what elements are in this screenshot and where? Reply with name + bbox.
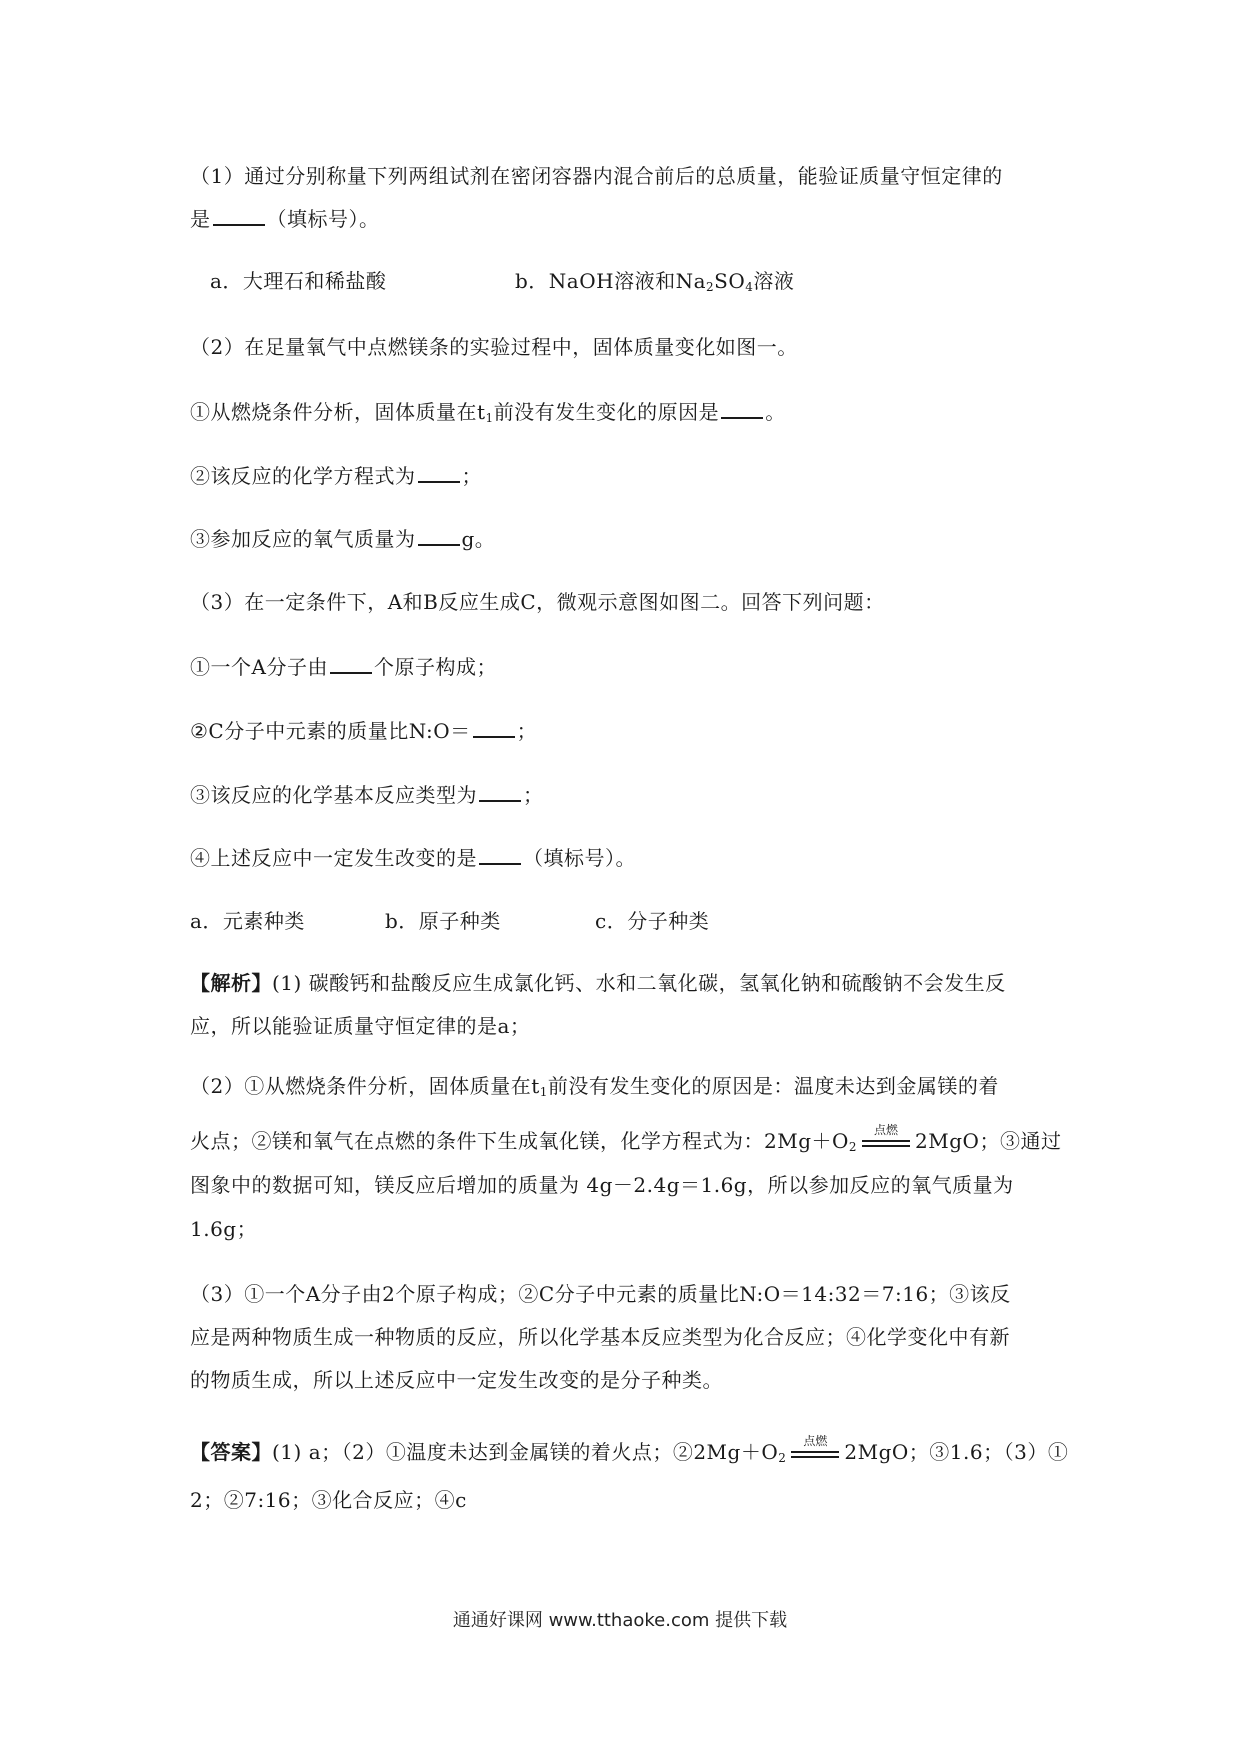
- q1-text-b: （填标号）。: [266, 207, 380, 231]
- subscript: 2: [706, 280, 715, 294]
- answer-blank: [721, 397, 763, 419]
- q2-intro: [190, 333, 1070, 361]
- q1-line-1: [190, 162, 1070, 190]
- q3-option-b: b．原子种类: [385, 909, 501, 933]
- analysis-text: （2）①从燃烧条件分析，固体质量在t: [190, 1074, 540, 1098]
- analysis-text: （3）①一个A分子由2个原子构成；②C分子中元素的质量比N:O＝14:32＝7:16；③该反: [190, 1282, 1011, 1306]
- q3-s1-text: ①一个A分子由: [190, 655, 328, 679]
- subscript: 2: [848, 1140, 858, 1154]
- answer-blank: [213, 204, 265, 226]
- q3-sub-4: [190, 843, 1070, 872]
- analysis-text: (1) 碳酸钙和盐酸反应生成氯化钙、水和二氧化碳，氢氧化钠和硫酸钠不会发生反: [272, 971, 1006, 995]
- analysis-p3-line-1: [190, 1280, 1070, 1308]
- reaction-arrow: [858, 1122, 914, 1157]
- q3-option-a: a．元素种类: [190, 909, 305, 933]
- q3-intro-text: （3）在一定条件下，A和B反应生成C，微观示意图如图二。回答下列问题：: [190, 590, 885, 614]
- q2-s2-end: ；: [461, 464, 482, 488]
- analysis-text: 前没有发生变化的原因是：温度未达到金属镁的着: [547, 1074, 999, 1098]
- q2-s2-text: ②该反应的化学方程式为: [190, 464, 416, 488]
- q3-s1-post: 个原子构成；: [373, 655, 497, 679]
- q3-intro: [190, 588, 1070, 616]
- answer-text: 2；②7:16；③化合反应；④c: [190, 1488, 467, 1512]
- reaction-condition: 点燃: [803, 1433, 828, 1448]
- q2-s1-end: 。: [765, 400, 786, 424]
- double-line: [862, 1145, 910, 1147]
- answer-blank: [418, 461, 460, 483]
- analysis-text: 应，所以能验证质量守恒定律的是a；: [190, 1014, 531, 1038]
- q3-sub-2: [190, 716, 1070, 745]
- q1-option-b-text-end: 溶液: [753, 269, 795, 293]
- q3-options: [190, 907, 1070, 935]
- analysis-text: 2MgO；③通过: [915, 1129, 1062, 1153]
- q1-option-a: a．大理石和稀盐酸: [210, 269, 387, 293]
- reaction-condition: 点燃: [874, 1122, 899, 1137]
- footer-source: 通通好课网 www.tthaoke.com 提供下载: [452, 1610, 788, 1631]
- analysis-p2-line-1: [190, 1072, 1070, 1100]
- double-line: [791, 1451, 839, 1453]
- q2-sub-2: [190, 461, 1070, 490]
- answer-blank: [473, 716, 515, 738]
- q2-s3-end: g。: [461, 527, 496, 551]
- answer-blank: [479, 780, 521, 802]
- analysis-text: 应是两种物质生成一种物质的反应，所以化学基本反应类型为化合反应；④化学变化中有新: [190, 1325, 1010, 1349]
- answer-line-1: [190, 1433, 1070, 1468]
- reaction-arrow: [787, 1433, 843, 1468]
- answer-blank: [479, 843, 521, 865]
- q2-s1-text-post: 前没有发生变化的原因是: [493, 400, 720, 424]
- answer-label: 【答案】: [190, 1440, 272, 1464]
- analysis-text: 的物质生成，所以上述反应中一定发生改变的是分子种类。: [190, 1368, 723, 1392]
- subscript: 4: [745, 280, 754, 294]
- analysis-line-1: [190, 969, 1070, 997]
- q3-s3-end: ；: [523, 783, 544, 807]
- analysis-p3-line-2: [190, 1323, 1070, 1351]
- analysis-text: 1.6g；: [190, 1217, 258, 1241]
- analysis-p2-line-4: [190, 1215, 1070, 1243]
- answer-blank: [418, 524, 460, 546]
- q1-option-b-text-mid: SO: [714, 269, 746, 293]
- answer-text: (1) a；（2）①温度未达到金属镁的着火点；②2Mg＋O: [272, 1440, 779, 1464]
- q2-s1-text: ①从燃烧条件分析，固体质量在t: [190, 400, 486, 424]
- analysis-line-2: [190, 1012, 1070, 1040]
- q1-option-b-text: b．NaOH溶液和Na: [515, 269, 706, 293]
- analysis-text: 火点；②镁和氧气在点燃的条件下生成氧化镁，化学方程式为：2Mg＋O: [190, 1129, 849, 1153]
- analysis-p2-line-3: [190, 1171, 1070, 1199]
- q2-sub-1: [190, 397, 1070, 426]
- subscript: 1: [539, 1085, 548, 1099]
- q3-s4-post: （填标号）。: [523, 846, 636, 870]
- q2-intro-text: （2）在足量氧气中点燃镁条的实验过程中，固体质量变化如图一。: [190, 335, 798, 359]
- q1-options: [210, 267, 1090, 295]
- answer-blank: [330, 652, 372, 674]
- q3-s2-text: ②C分子中元素的质量比N:O＝: [190, 719, 471, 743]
- q3-sub-3: [190, 780, 1070, 809]
- analysis-p3-line-3: [190, 1366, 1070, 1394]
- subscript: 2: [778, 1451, 787, 1465]
- q2-s3-text: ③参加反应的氧气质量为: [190, 527, 416, 551]
- q3-s4-text: ④上述反应中一定发生改变的是: [190, 846, 477, 870]
- q1-line-2: [190, 204, 1070, 233]
- double-line: [862, 1140, 910, 1142]
- q1-text: （1）通过分别称量下列两组试剂在密闭容器内混合前后的总质量，能验证质量守恒定律的: [190, 164, 1003, 188]
- q3-s3-text: ③该反应的化学基本反应类型为: [190, 783, 477, 807]
- double-line: [791, 1456, 839, 1458]
- q1-text-a: 是: [190, 207, 211, 231]
- analysis-p2-line-2: [190, 1122, 1070, 1157]
- q3-s2-end: ；: [516, 719, 538, 743]
- q3-sub-1: [190, 652, 1070, 681]
- q2-sub-3: [190, 524, 1070, 553]
- answer-line-2: [190, 1486, 1070, 1514]
- answer-text: 2MgO；③1.6；（3）①: [844, 1440, 1069, 1464]
- q3-option-c: c．分子种类: [595, 909, 710, 933]
- subscript: 1: [485, 411, 494, 425]
- q1-option-b: [515, 267, 794, 295]
- analysis-label: 【解析】: [190, 971, 272, 995]
- analysis-text: 图象中的数据可知，镁反应后增加的质量为 4g－2.4g＝1.6g，所以参加反应的氧气质量为: [190, 1173, 1014, 1197]
